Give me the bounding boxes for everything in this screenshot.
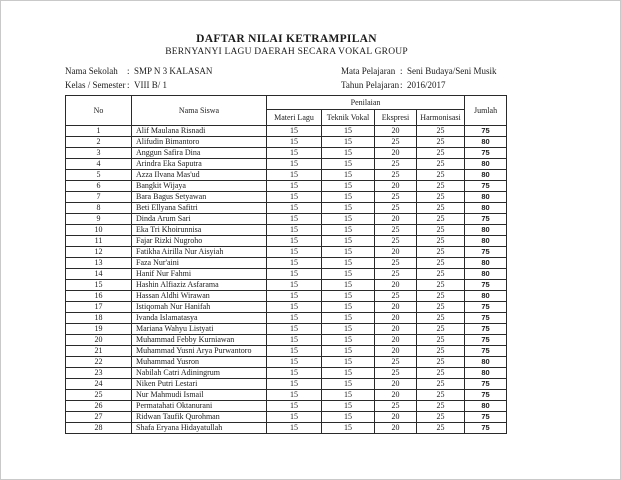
row-number: 14 (66, 269, 132, 280)
score-ekspresi: 20 (375, 126, 417, 137)
student-name: Nur Mahmudi Ismail (132, 390, 267, 401)
score-materi-lagu: 15 (267, 401, 322, 412)
document-title: DAFTAR NILAI KETRAMPILAN (196, 33, 377, 45)
total-score: 80 (465, 368, 507, 379)
row-number: 16 (66, 291, 132, 302)
score-ekspresi: 20 (375, 346, 417, 357)
score-teknik-vokal: 15 (322, 390, 375, 401)
score-materi-lagu: 15 (267, 291, 322, 302)
score-ekspresi: 25 (375, 269, 417, 280)
total-score: 75 (465, 247, 507, 258)
student-name: Ivanda Islamatasya (132, 313, 267, 324)
score-materi-lagu: 15 (267, 159, 322, 170)
score-ekspresi: 20 (375, 214, 417, 225)
score-materi-lagu: 15 (267, 346, 322, 357)
total-score: 75 (465, 423, 507, 434)
score-harmonisasi: 25 (417, 379, 465, 390)
row-number: 10 (66, 225, 132, 236)
subject-label: Mata Pelajaran (341, 66, 396, 76)
school-year-value: 2016/2017 (407, 80, 446, 90)
row-number: 27 (66, 412, 132, 423)
score-ekspresi: 20 (375, 280, 417, 291)
column-header-student-name: Nama Siswa (132, 96, 267, 126)
table-row (66, 181, 507, 192)
score-harmonisasi: 25 (417, 225, 465, 236)
total-score: 75 (465, 390, 507, 401)
score-teknik-vokal: 15 (322, 236, 375, 247)
total-score: 80 (465, 401, 507, 412)
table-row (66, 423, 507, 434)
class-semester-value: VIII B/ 1 (134, 80, 167, 90)
score-teknik-vokal: 15 (322, 423, 375, 434)
column-header-teknik-vokal: Teknik Vokal (322, 110, 375, 126)
score-harmonisasi: 25 (417, 335, 465, 346)
row-number: 19 (66, 324, 132, 335)
total-score: 75 (465, 214, 507, 225)
score-teknik-vokal: 15 (322, 368, 375, 379)
row-number: 12 (66, 247, 132, 258)
score-materi-lagu: 15 (267, 280, 322, 291)
table-row (66, 192, 507, 203)
score-materi-lagu: 15 (267, 302, 322, 313)
table-row (66, 379, 507, 390)
score-teknik-vokal: 15 (322, 379, 375, 390)
table-row (66, 170, 507, 181)
score-materi-lagu: 15 (267, 214, 322, 225)
student-name: Anggun Safira Dina (132, 148, 267, 159)
score-teknik-vokal: 15 (322, 401, 375, 412)
table-row (66, 225, 507, 236)
row-number: 24 (66, 379, 132, 390)
score-materi-lagu: 15 (267, 390, 322, 401)
total-score: 80 (465, 236, 507, 247)
separator: : (127, 80, 130, 90)
student-name: Faza Nur'aini (132, 258, 267, 269)
row-number: 4 (66, 159, 132, 170)
score-materi-lagu: 15 (267, 379, 322, 390)
column-header-harmonisasi: Harmonisasi (417, 110, 465, 126)
student-name: Muhammad Yusni Arya Purwantoro (132, 346, 267, 357)
score-materi-lagu: 15 (267, 192, 322, 203)
total-score: 75 (465, 302, 507, 313)
row-number: 11 (66, 236, 132, 247)
score-materi-lagu: 15 (267, 137, 322, 148)
class-semester-label: Kelas / Semester (65, 80, 126, 90)
student-name: Shafa Eryana Hidayatullah (132, 423, 267, 434)
score-harmonisasi: 25 (417, 412, 465, 423)
column-header-assessment-group: Penilaian (267, 96, 465, 110)
table-row (66, 412, 507, 423)
student-name: Hanif Nur Fahmi (132, 269, 267, 280)
score-harmonisasi: 25 (417, 313, 465, 324)
subject-value: Seni Budaya/Seni Musik (407, 66, 497, 76)
table-row (66, 203, 507, 214)
score-ekspresi: 25 (375, 291, 417, 302)
row-number: 26 (66, 401, 132, 412)
separator: : (400, 80, 403, 90)
total-score: 80 (465, 170, 507, 181)
total-score: 80 (465, 258, 507, 269)
student-name: Fajar Rizki Nugroho (132, 236, 267, 247)
score-ekspresi: 20 (375, 302, 417, 313)
total-score: 80 (465, 203, 507, 214)
score-harmonisasi: 25 (417, 258, 465, 269)
score-teknik-vokal: 15 (322, 335, 375, 346)
table-row (66, 126, 507, 137)
score-materi-lagu: 15 (267, 269, 322, 280)
score-teknik-vokal: 15 (322, 192, 375, 203)
student-name: Azza Ilvana Mas'ud (132, 170, 267, 181)
school-year-line (341, 78, 508, 92)
student-name: Muhammad Febby Kurniawan (132, 335, 267, 346)
score-teknik-vokal: 15 (322, 225, 375, 236)
table-row (66, 247, 507, 258)
row-number: 17 (66, 302, 132, 313)
score-ekspresi: 20 (375, 148, 417, 159)
score-materi-lagu: 15 (267, 225, 322, 236)
score-ekspresi: 20 (375, 181, 417, 192)
total-score: 80 (465, 137, 507, 148)
row-number: 28 (66, 423, 132, 434)
total-score: 80 (465, 269, 507, 280)
school-name-line (65, 64, 341, 78)
score-harmonisasi: 25 (417, 291, 465, 302)
student-name: Bara Bagus Setyawan (132, 192, 267, 203)
score-teknik-vokal: 15 (322, 291, 375, 302)
column-header-ekspresi: Ekspresi (375, 110, 417, 126)
score-ekspresi: 20 (375, 324, 417, 335)
total-score: 75 (465, 412, 507, 423)
table-row (66, 159, 507, 170)
score-harmonisasi: 25 (417, 390, 465, 401)
table-row (66, 324, 507, 335)
score-ekspresi: 25 (375, 357, 417, 368)
score-materi-lagu: 15 (267, 181, 322, 192)
table-row (66, 335, 507, 346)
table-row (66, 302, 507, 313)
score-ekspresi: 25 (375, 401, 417, 412)
student-name: Mariana Wahyu Listyati (132, 324, 267, 335)
student-name: Nabilah Catri Adiningrum (132, 368, 267, 379)
score-harmonisasi: 25 (417, 137, 465, 148)
total-score: 75 (465, 313, 507, 324)
grades-table (65, 95, 507, 434)
student-name: Hashin Alfiaziz Asfarama (132, 280, 267, 291)
score-harmonisasi: 25 (417, 192, 465, 203)
score-teknik-vokal: 15 (322, 181, 375, 192)
table-row (66, 313, 507, 324)
total-score: 75 (465, 280, 507, 291)
score-ekspresi: 25 (375, 159, 417, 170)
score-materi-lagu: 15 (267, 236, 322, 247)
total-score: 80 (465, 357, 507, 368)
student-name: Muhammad Yusron (132, 357, 267, 368)
row-number: 1 (66, 126, 132, 137)
total-score: 75 (465, 346, 507, 357)
student-name: Ridwan Taufik Qurohman (132, 412, 267, 423)
row-number: 21 (66, 346, 132, 357)
score-ekspresi: 25 (375, 170, 417, 181)
score-ekspresi: 20 (375, 423, 417, 434)
info-section (65, 64, 508, 92)
score-ekspresi: 20 (375, 247, 417, 258)
row-number: 23 (66, 368, 132, 379)
separator: : (400, 66, 403, 76)
subject-line (341, 64, 508, 78)
score-teknik-vokal: 15 (322, 412, 375, 423)
table-row (66, 346, 507, 357)
score-harmonisasi: 25 (417, 247, 465, 258)
table-row (66, 401, 507, 412)
score-materi-lagu: 15 (267, 170, 322, 181)
total-score: 75 (465, 181, 507, 192)
score-materi-lagu: 15 (267, 313, 322, 324)
table-row (66, 357, 507, 368)
column-header-no: No (66, 96, 132, 126)
score-ekspresi: 25 (375, 225, 417, 236)
total-score: 75 (465, 335, 507, 346)
score-harmonisasi: 25 (417, 368, 465, 379)
student-name: Permatahati Oktanurani (132, 401, 267, 412)
row-number: 18 (66, 313, 132, 324)
table-row (66, 214, 507, 225)
score-ekspresi: 25 (375, 368, 417, 379)
score-materi-lagu: 15 (267, 258, 322, 269)
score-ekspresi: 25 (375, 137, 417, 148)
score-ekspresi: 20 (375, 313, 417, 324)
info-column-right (341, 64, 508, 92)
score-materi-lagu: 15 (267, 335, 322, 346)
score-materi-lagu: 15 (267, 412, 322, 423)
row-number: 6 (66, 181, 132, 192)
student-name: Arindra Eka Saputra (132, 159, 267, 170)
score-materi-lagu: 15 (267, 324, 322, 335)
student-name: Alif Maulana Risnadi (132, 126, 267, 137)
score-harmonisasi: 25 (417, 423, 465, 434)
student-name: Beti Ellyana Safitri (132, 203, 267, 214)
table-row (66, 291, 507, 302)
row-number: 9 (66, 214, 132, 225)
score-ekspresi: 20 (375, 379, 417, 390)
score-ekspresi: 25 (375, 236, 417, 247)
student-name: Dinda Arum Sari (132, 214, 267, 225)
score-harmonisasi: 25 (417, 269, 465, 280)
score-harmonisasi: 25 (417, 236, 465, 247)
score-teknik-vokal: 15 (322, 357, 375, 368)
score-teknik-vokal: 15 (322, 214, 375, 225)
table-row (66, 280, 507, 291)
score-teknik-vokal: 15 (322, 137, 375, 148)
total-score: 75 (465, 379, 507, 390)
score-materi-lagu: 15 (267, 423, 322, 434)
total-score: 75 (465, 324, 507, 335)
table-body (66, 126, 507, 434)
row-number: 2 (66, 137, 132, 148)
score-materi-lagu: 15 (267, 357, 322, 368)
document-subtitle: BERNYANYI LAGU DAERAH SECARA VOKAL GROUP (165, 47, 408, 57)
school-name-label: Nama Sekolah (65, 66, 118, 76)
document-sheet (65, 1, 508, 434)
score-teknik-vokal: 15 (322, 170, 375, 181)
total-score: 80 (465, 225, 507, 236)
score-teknik-vokal: 15 (322, 302, 375, 313)
score-harmonisasi: 25 (417, 280, 465, 291)
row-number: 25 (66, 390, 132, 401)
school-name-value: SMP N 3 KALASAN (134, 66, 213, 76)
student-name: Hassan Aldhi Wirawan (132, 291, 267, 302)
score-teknik-vokal: 15 (322, 247, 375, 258)
column-header-materi-lagu: Materi Lagu (267, 110, 322, 126)
table-row (66, 236, 507, 247)
student-name: Bangkit Wijaya (132, 181, 267, 192)
score-materi-lagu: 15 (267, 203, 322, 214)
score-teknik-vokal: 15 (322, 258, 375, 269)
score-harmonisasi: 25 (417, 148, 465, 159)
row-number: 22 (66, 357, 132, 368)
score-harmonisasi: 25 (417, 170, 465, 181)
score-teknik-vokal: 15 (322, 148, 375, 159)
score-harmonisasi: 25 (417, 401, 465, 412)
student-name: Alifudin Bimantoro (132, 137, 267, 148)
score-materi-lagu: 15 (267, 126, 322, 137)
student-name: Eka Tri Khoirunnisa (132, 225, 267, 236)
score-materi-lagu: 15 (267, 148, 322, 159)
school-year-label: Tahun Pelajaran (341, 80, 400, 90)
total-score: 80 (465, 291, 507, 302)
row-number: 8 (66, 203, 132, 214)
info-column-left (65, 64, 341, 92)
table-row (66, 390, 507, 401)
score-materi-lagu: 15 (267, 368, 322, 379)
student-name: Fatikha Airilla Nur Aisyiah (132, 247, 267, 258)
score-ekspresi: 25 (375, 258, 417, 269)
table-row (66, 269, 507, 280)
score-materi-lagu: 15 (267, 247, 322, 258)
total-score: 75 (465, 126, 507, 137)
score-harmonisasi: 25 (417, 357, 465, 368)
row-number: 13 (66, 258, 132, 269)
score-harmonisasi: 25 (417, 346, 465, 357)
score-ekspresi: 20 (375, 412, 417, 423)
table-row (66, 148, 507, 159)
score-harmonisasi: 25 (417, 214, 465, 225)
score-ekspresi: 25 (375, 203, 417, 214)
score-ekspresi: 20 (375, 335, 417, 346)
table-row (66, 258, 507, 269)
class-semester-line (65, 78, 341, 92)
row-number: 7 (66, 192, 132, 203)
score-ekspresi: 20 (375, 390, 417, 401)
total-score: 75 (465, 148, 507, 159)
score-teknik-vokal: 15 (322, 203, 375, 214)
score-harmonisasi: 25 (417, 302, 465, 313)
column-header-total: Jumlah (465, 96, 507, 126)
student-name: Niken Putri Lestari (132, 379, 267, 390)
row-number: 15 (66, 280, 132, 291)
score-teknik-vokal: 15 (322, 269, 375, 280)
score-harmonisasi: 25 (417, 181, 465, 192)
score-harmonisasi: 25 (417, 324, 465, 335)
score-ekspresi: 25 (375, 192, 417, 203)
row-number: 3 (66, 148, 132, 159)
score-teknik-vokal: 15 (322, 126, 375, 137)
table-row (66, 137, 507, 148)
score-harmonisasi: 25 (417, 126, 465, 137)
score-harmonisasi: 25 (417, 159, 465, 170)
row-number: 5 (66, 170, 132, 181)
total-score: 80 (465, 192, 507, 203)
score-teknik-vokal: 15 (322, 280, 375, 291)
score-teknik-vokal: 15 (322, 324, 375, 335)
row-number: 20 (66, 335, 132, 346)
total-score: 80 (465, 159, 507, 170)
table-row (66, 368, 507, 379)
grades-table-header (66, 96, 507, 126)
student-name: Istiqomah Nur Hanifah (132, 302, 267, 313)
score-teknik-vokal: 15 (322, 159, 375, 170)
score-harmonisasi: 25 (417, 203, 465, 214)
score-teknik-vokal: 15 (322, 313, 375, 324)
score-teknik-vokal: 15 (322, 346, 375, 357)
separator: : (127, 66, 130, 76)
